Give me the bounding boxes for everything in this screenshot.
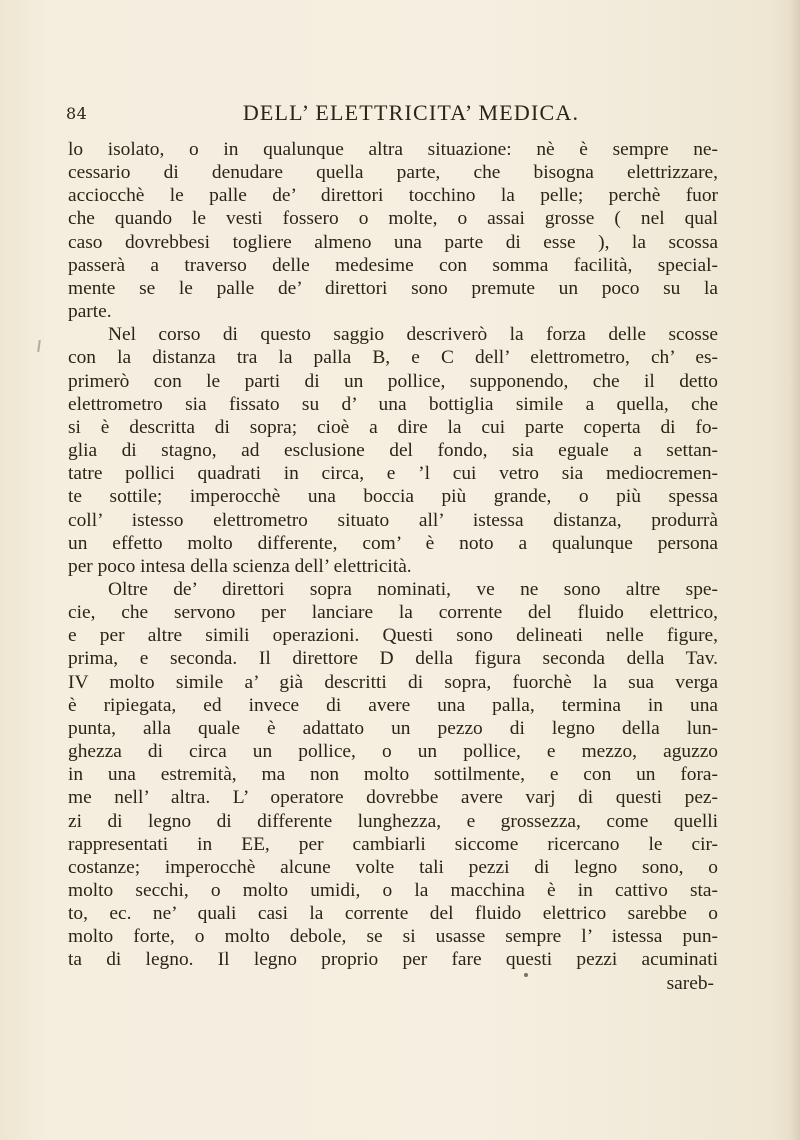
text-line: e per altre simili operazioni. Questi sono delineati nelle figure, (68, 625, 718, 647)
text-line: Nel corso di questo saggio descriverò la forza delle scosse (108, 324, 718, 346)
text-line: elettrometro sia fissato su d’ una bottiglia simile a quella, che (68, 393, 718, 415)
text-line: che quando le vesti fossero o molte, o assai grosse ( nel qual (68, 208, 718, 230)
text-line: primerò con le parti di un pollice, supponendo, che il detto (68, 370, 718, 392)
text-line: rappresentati in EE, per cambiarli siccome ricercano le cir- (68, 833, 718, 855)
text-line: punta, alla quale è adattato un pezzo di legno della lun- (68, 717, 718, 739)
text-line: zi di legno di differente lunghezza, e grossezza, come quelli (68, 810, 718, 832)
catchword: sareb- (666, 972, 714, 994)
text-line: tatre pollici quadrati in circa, e ’l cui vetro sia mediocremen- (68, 463, 718, 485)
text-line: parte. (68, 301, 112, 323)
text-line: ghezza di circa un pollice, o un pollice, e mezzo, aguzzo (68, 741, 718, 763)
margin-mark (37, 340, 41, 352)
ink-speck (524, 973, 528, 977)
text-line: Oltre de’ direttori sopra nominati, ve ne sono altre spe- (108, 578, 718, 600)
text-line: passerà a traverso delle medesime con somma facilità, special- (68, 254, 718, 276)
text-line: me nell’ altra. L’ operatore dovrebbe avere varj di questi pez- (68, 787, 718, 809)
text-line: è ripiegata, ed invece di avere una palla, termina in una (68, 694, 718, 716)
text-line: ta di legno. Il legno proprio per fare questi pezzi acuminati (68, 949, 718, 971)
text-line: molto forte, o molto debole, se si usasse sempre l’ istessa pun- (68, 926, 718, 948)
text-line: per poco intesa della scienza dell’ elettricità. (68, 555, 412, 577)
text-line: cie, che servono per lanciare la corrente del fluido elettrico, (68, 602, 718, 624)
text-line: coll’ istesso elettrometro situato all’ istessa distanza, produrrà (68, 509, 718, 531)
text-line: in una estremità, ma non molto sottilmente, e con un fora- (68, 764, 718, 786)
text-line: to, ec. ne’ quali casi la corrente del fluido elettrico sarebbe o (68, 903, 718, 925)
text-line: molto secchi, o molto umidi, o la macchina è in cattivo sta- (68, 880, 718, 901)
text-line: mente se le palle de’ direttori sono premute un poco su la (68, 277, 718, 299)
text-line: glia di stagno, ad esclusione del fondo, sia eguale a settan- (68, 440, 718, 462)
page-header (66, 100, 716, 130)
text-line: con la distanza tra la palla B, e C dell’ elettrometro, ch’ es- (68, 347, 718, 369)
body-text (68, 138, 718, 995)
page-number: 84 (66, 104, 88, 123)
text-line: acciocchè le palle de’ direttori tocchino la pelle; perchè fuor (68, 185, 718, 207)
text-line: costanze; imperocchè alcune volte tali pezzi di legno sono, o (68, 856, 718, 878)
text-line: un effetto molto differente, com’ è noto a qualunque persona (68, 532, 718, 554)
text-line: prima, e seconda. Il direttore D della figura seconda della Tav. (68, 648, 718, 670)
page-edge-shadow (790, 0, 800, 1140)
text-line: cessario di denudare quella parte, che bisogna elettrizzare, (68, 162, 718, 184)
text-line: lo isolato, o in qualunque altra situazione: nè è sempre ne- (68, 139, 718, 160)
text-line: IV molto simile a’ già descritti di sopra, fuorchè la sua verga (68, 671, 718, 693)
text-line: caso dovrebbesi togliere almeno una parte di esse ), la scossa (68, 231, 718, 253)
running-title: DELL’ ELETTRICITA’ MEDICA. (242, 100, 580, 125)
text-line: si è descritta di sopra; cioè a dire la cui parte coperta di fo- (68, 416, 718, 438)
text-line: te sottile; imperocchè una boccia più grande, o più spessa (68, 486, 718, 508)
